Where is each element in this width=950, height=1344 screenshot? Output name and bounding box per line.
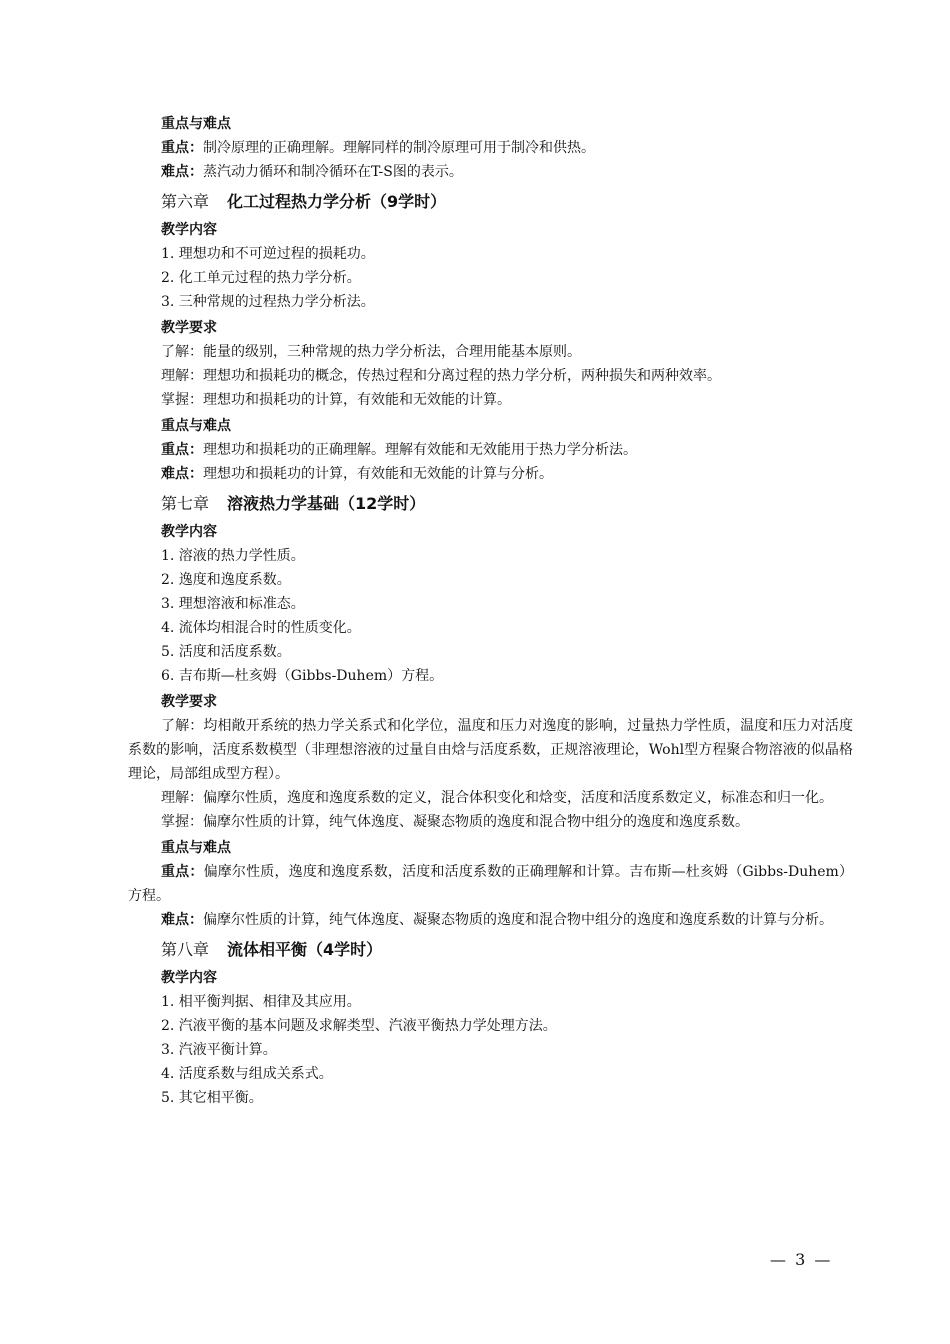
key-point-paragraph	[128, 860, 853, 908]
key-difficulty-heading: 重点与难点	[161, 840, 231, 856]
difficulty-text: 偏摩尔性质的计算，纯气体逸度、凝聚态物质的逸度和混合物中组分的逸度和逸度系数的计算与分析。	[203, 912, 833, 928]
requirement-line: 了解：能量的级别，三种常规的热力学分析法，合理用能基本原则。	[161, 344, 581, 360]
list-item: 4. 流体均相混合时的性质变化。	[161, 620, 361, 636]
list-item: 2. 逸度和逸度系数。	[161, 572, 291, 588]
key-difficulty-heading: 重点与难点	[161, 418, 231, 434]
requirement-line: 掌握：理想功和损耗功的计算，有效能和无效能的计算。	[161, 392, 511, 408]
difficulty-paragraph	[128, 908, 853, 932]
chapter-title: 流体相平衡（4学时）	[227, 940, 383, 959]
list-item: 3. 三种常规的过程热力学分析法。	[161, 294, 375, 310]
key-text: 偏摩尔性质，逸度和逸度系数，活度和活度系数的正确理解和计算。吉布斯—杜亥姆（Gibbs-Duhem）方程。	[128, 864, 854, 904]
chapter-title: 溶液热力学基础（12学时）	[227, 494, 426, 513]
page-number: — 3 —	[770, 1250, 833, 1269]
requirement-line: 理解：理想功和损耗功的概念，传热过程和分离过程的热力学分析，两种损失和两种效率。	[161, 368, 721, 384]
difficulty-line	[128, 462, 853, 486]
key-difficulty-heading: 重点与难点	[161, 116, 231, 132]
list-item: 1. 溶液的热力学性质。	[161, 548, 305, 564]
key-point-line	[128, 438, 853, 462]
content-heading: 教学内容	[161, 524, 217, 540]
difficulty-text: 蒸汽动力循环和制冷循环在T-S图的表示。	[203, 164, 463, 180]
requirement-paragraph: 理解：偏摩尔性质，逸度和逸度系数的定义，混合体积变化和焓变，活度和活度系数定义，标准态和归一化。	[161, 790, 833, 806]
list-item: 3. 汽液平衡计算。	[161, 1042, 277, 1058]
requirement-heading: 教学要求	[161, 320, 217, 336]
difficulty-label: 难点：	[161, 912, 203, 928]
key-label: 重点：	[161, 140, 203, 156]
requirement-paragraph: 了解：均相敞开系统的热力学关系式和化学位，温度和压力对逸度的影响，过量热力学性质，温度和压力对活度系数的影响，活度系数模型（非理想溶液的过量自由焓与活度系数，正规溶液理论，Wohl型方程聚合物溶液的似晶格理论，局部组成型方程）。	[128, 718, 853, 782]
requirement-paragraph: 掌握：偏摩尔性质的计算，纯气体逸度、凝聚态物质的逸度和混合物中组分的逸度和逸度系数。	[161, 814, 749, 830]
requirement-heading: 教学要求	[161, 694, 217, 710]
chapter-title: 化工过程热力学分析（9学时）	[227, 192, 447, 211]
list-item: 6. 吉布斯—杜亥姆（Gibbs-Duhem）方程。	[161, 668, 444, 684]
list-item: 2. 化工单元过程的热力学分析。	[161, 270, 361, 286]
difficulty-label: 难点：	[161, 466, 203, 482]
key-text: 理想功和损耗功的正确理解。理解有效能和无效能用于热力学分析法。	[203, 442, 637, 458]
list-item: 1. 相平衡判据、相律及其应用。	[161, 994, 361, 1010]
chapter-number: 第八章	[161, 940, 210, 959]
list-item: 5. 其它相平衡。	[161, 1090, 263, 1106]
key-text: 制冷原理的正确理解。理解同样的制冷原理可用于制冷和供热。	[203, 140, 595, 156]
chapter-7-title	[128, 490, 853, 518]
list-item: 2. 汽液平衡的基本问题及求解类型、汽液平衡热力学处理方法。	[161, 1018, 557, 1034]
content-heading: 教学内容	[161, 222, 217, 238]
chapter-number: 第七章	[161, 494, 210, 513]
key-label: 重点：	[161, 442, 203, 458]
page-content	[128, 110, 853, 1110]
key-point-line	[128, 136, 853, 160]
difficulty-label: 难点：	[161, 164, 203, 180]
list-item: 1. 理想功和不可逆过程的损耗功。	[161, 246, 375, 262]
chapter-6-title	[128, 188, 853, 216]
list-item: 5. 活度和活度系数。	[161, 644, 291, 660]
chapter-8-title	[128, 936, 853, 964]
chapter-number: 第六章	[161, 192, 210, 211]
difficulty-text: 理想功和损耗功的计算，有效能和无效能的计算与分析。	[203, 466, 553, 482]
content-heading: 教学内容	[161, 970, 217, 986]
list-item: 3. 理想溶液和标准态。	[161, 596, 305, 612]
key-label: 重点：	[161, 864, 204, 880]
list-item: 4. 活度系数与组成关系式。	[161, 1066, 333, 1082]
difficulty-line	[128, 160, 853, 184]
